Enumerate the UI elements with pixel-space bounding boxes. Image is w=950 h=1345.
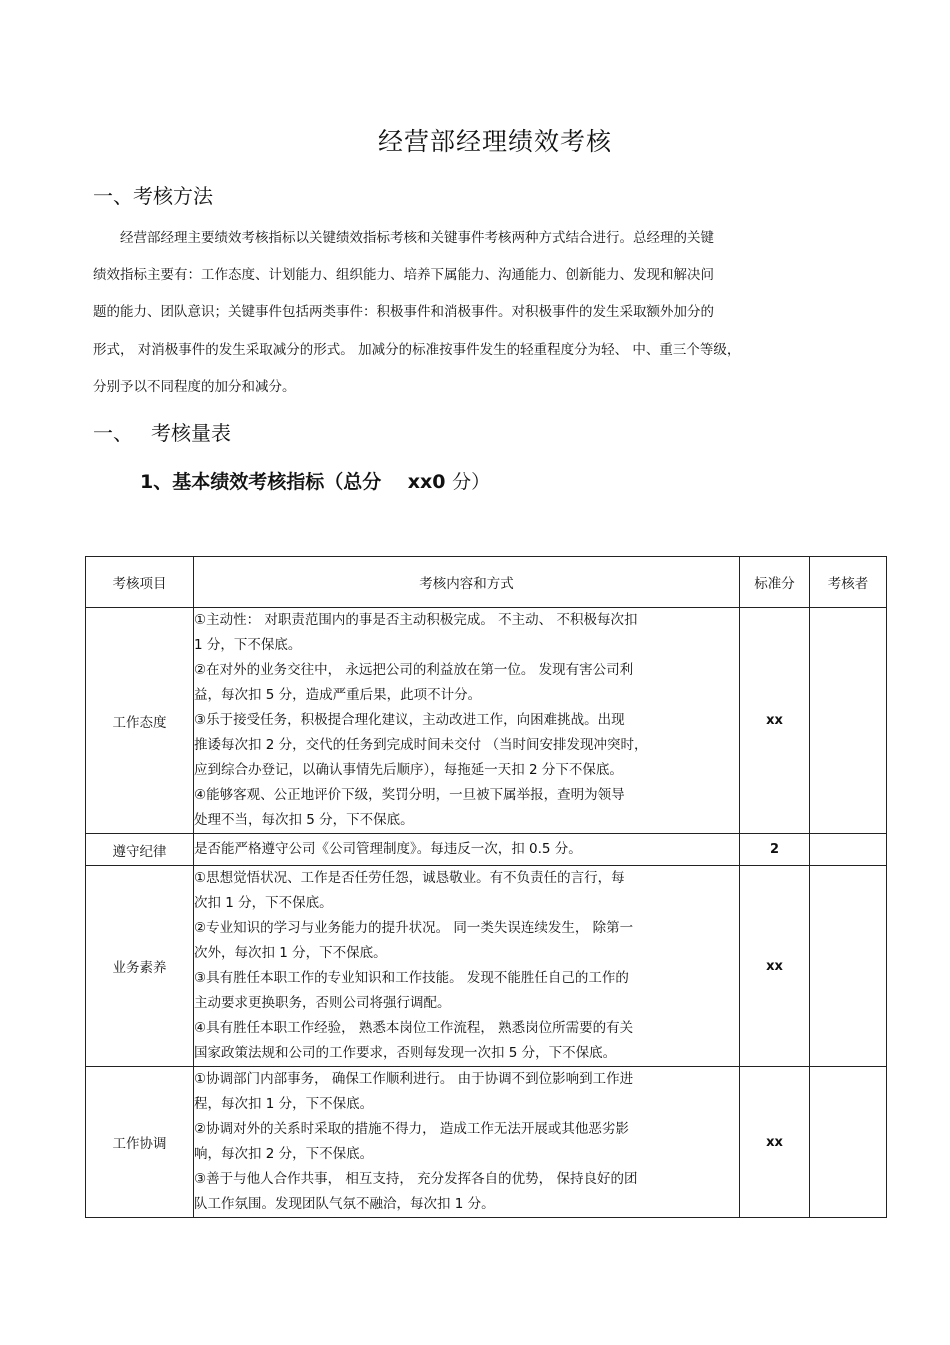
content-line: ④能够客观、公正地评价下级，奖罚分明，一旦被下属举报，查明为领导 (194, 787, 625, 803)
content-line: ①协调部门内部事务， 确保工作顺利进行。 由于协调不到位影响到工作进 (194, 1071, 634, 1087)
item-cell: 工作协调 (86, 1067, 194, 1218)
content-line: ③乐于接受任务，积极提合理化建议，主动改进工作，向困难挑战。出现 (194, 712, 625, 728)
section-heading-scale (93, 417, 231, 446)
score-cell: 2 (740, 834, 810, 866)
content-line: 次外，每次扣 1 分，下不保底。 (194, 945, 387, 961)
content-line: 主动要求更换职务，否则公司将强行调配。 (194, 995, 451, 1011)
content-line: 国家政策法规和公司的工作要求，否则每发现一次扣 5 分，下不保底。 (194, 1045, 617, 1061)
content-cell (194, 608, 740, 834)
content-line: 程，每次扣 1 分，下不保底。 (194, 1096, 374, 1112)
content-line: 处理不当，每次扣 5 分，下不保底。 (194, 812, 414, 828)
section-text: 考核量表 (151, 421, 231, 445)
content-line: ③善于与他人合作共事， 相互支持， 充分发挥各自的优势， 保持良好的团 (194, 1171, 638, 1187)
assessment-table (85, 556, 887, 1218)
content-line: ①思想觉悟状况、工作是否任劳任怨，诚恳敬业。有不负责任的言行，每 (194, 870, 625, 886)
header-content: 考核内容和方式 (194, 557, 740, 608)
content-cell (194, 834, 740, 866)
content-cell (194, 866, 740, 1067)
paragraph-line: 经营部经理主要绩效考核指标以关键绩效指标考核和关键事件考核两种方式结合进行。总经理的关键 (93, 230, 714, 246)
assessor-cell[interactable] (810, 834, 887, 866)
content-line: ④具有胜任本职工作经验， 熟悉本岗位工作流程， 熟悉岗位所需要的有关 (194, 1020, 634, 1036)
content-line: 次扣 1 分，下不保底。 (194, 895, 333, 911)
content-line: 推诿每次扣 2 分，交代的任务到完成时间未交付 （当时间安排发现冲突时， (194, 737, 648, 753)
content-line: 1 分，下不保底。 (194, 637, 302, 653)
table-header-row (86, 557, 887, 608)
subsection-heading (140, 467, 490, 494)
document-title: 经营部经理绩效考核 (377, 127, 612, 156)
paragraph-line: 分别予以不同程度的加分和减分。 (93, 379, 296, 395)
score-cell: xx (740, 1067, 810, 1218)
subsection-unit: 分） (452, 471, 491, 493)
header-standard-score: 标准分 (740, 557, 810, 608)
paragraph-line: 形式， 对消极事件的发生采取减分的形式。 加减分的标准按事件发生的轻重程度分为轻、 中、重三个等级， (93, 342, 741, 358)
subsection-total-value: xx0 (407, 471, 446, 493)
content-line: 响，每次扣 2 分，下不保底。 (194, 1146, 374, 1162)
paragraph-line: 绩效指标主要有：工作态度、计划能力、组织能力、培养下属能力、沟通能力、创新能力、发现和解决问 (93, 267, 714, 283)
content-line: 益，每次扣 5 分，造成严重后果，此项不计分。 (194, 687, 482, 703)
assessor-cell[interactable] (810, 866, 887, 1067)
content-line: ②在对外的业务交往中， 永远把公司的利益放在第一位。 发现有害公司利 (194, 662, 634, 678)
paragraph-line: 题的能力、团队意识；关键事件包括两类事件：积极事件和消极事件。对积极事件的发生采取额外加分的 (93, 304, 714, 320)
content-line: ②协调对外的关系时采取的措施不得力， 造成工作无法开展或其他恶劣影 (194, 1121, 629, 1137)
header-item: 考核项目 (86, 557, 194, 608)
content-line: 应到综合办登记，以确认事情先后顺序），每拖延一天扣 2 分下不保底。 (194, 762, 623, 778)
item-cell: 遵守纪律 (86, 834, 194, 866)
section-number: 一、 (93, 421, 133, 445)
item-cell: 业务素养 (86, 866, 194, 1067)
table-row (86, 834, 887, 866)
content-line: ③具有胜任本职工作的专业知识和工作技能。 发现不能胜任自己的工作的 (194, 970, 629, 986)
content-line: 队工作氛围。发现团队气氛不融洽，每次扣 1 分。 (194, 1196, 495, 1212)
content-cell (194, 1067, 740, 1218)
section-heading-method: 一、考核方法 (93, 184, 213, 208)
score-cell: xx (740, 608, 810, 834)
table-row (86, 866, 887, 1067)
subsection-label: 1、基本绩效考核指标（总分 (140, 471, 382, 493)
table-row (86, 608, 887, 834)
assessor-cell[interactable] (810, 608, 887, 834)
content-line: 是否能严格遵守公司《公司管理制度》。每违反一次，扣 0.5 分。 (194, 841, 582, 857)
table-row (86, 1067, 887, 1218)
item-cell: 工作态度 (86, 608, 194, 834)
header-assessor: 考核者 (810, 557, 887, 608)
score-cell: xx (740, 866, 810, 1067)
content-line: ①主动性： 对职责范围内的事是否主动积极完成。 不主动、 不积极每次扣 (194, 612, 638, 628)
assessor-cell[interactable] (810, 1067, 887, 1218)
content-line: ②专业知识的学习与业务能力的提升状况。 同一类失误连续发生， 除第一 (194, 920, 634, 936)
